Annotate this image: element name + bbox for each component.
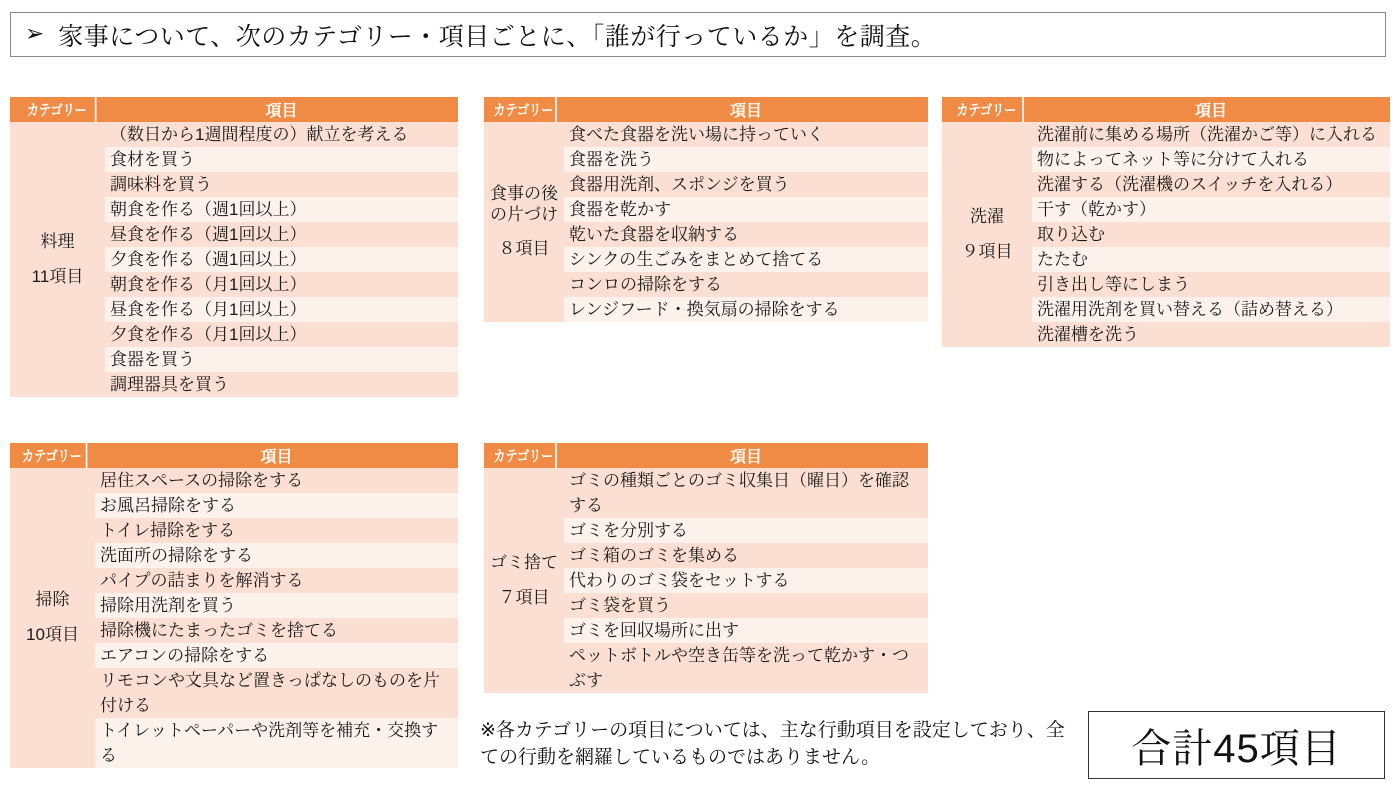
category-cell-cleaning xyxy=(10,468,95,768)
table-row: 昼食を作る（月1回以上） xyxy=(105,297,458,322)
table-row: 食材を買う xyxy=(105,147,458,172)
table-row: コンロの掃除をする xyxy=(564,272,928,297)
table-row: 洗濯する（洗濯機のスイッチを入れる） xyxy=(1032,172,1390,197)
column-header-item: 項目 xyxy=(729,103,762,120)
table-body xyxy=(942,122,1390,347)
category-table-after-meal xyxy=(484,97,928,322)
page-title: 家事について、次のカテゴリー・項目ごとに、「誰が行っているか」を調査。 xyxy=(58,22,937,51)
column-header-category: カテゴリー xyxy=(491,97,557,122)
table-row: トイレ掃除をする xyxy=(95,518,458,543)
category-name: 掃除 xyxy=(35,590,70,610)
column-header-item: 項目 xyxy=(1194,103,1227,120)
table-row: 代わりのゴミ袋をセットする xyxy=(564,568,928,593)
items-column xyxy=(95,468,458,768)
table-row: 物によってネット等に分けて入れる xyxy=(1032,147,1390,172)
page-title-banner xyxy=(10,12,1386,57)
items-column xyxy=(564,468,928,693)
total-items-box xyxy=(1088,711,1385,779)
category-cell-laundry xyxy=(942,122,1032,347)
column-header-item: 項目 xyxy=(260,449,293,466)
column-header-category: カテゴリー xyxy=(19,97,97,122)
table-row: 食べた食器を洗い場に持っていく xyxy=(564,122,928,147)
table-row: 取り込む xyxy=(1032,222,1390,247)
table-row: 掃除用洗剤を買う xyxy=(95,593,458,618)
category-table-cleaning xyxy=(10,443,458,768)
column-header-category: カテゴリー xyxy=(18,443,88,468)
category-name: ゴミ捨て xyxy=(490,552,558,572)
table-header-row xyxy=(484,443,928,468)
table-row: 掃除機にたまったゴミを捨てる xyxy=(95,618,458,643)
column-header-item: 項目 xyxy=(265,103,298,120)
table-header-row xyxy=(10,97,458,122)
table-row: 朝食を作る（月1回以上） xyxy=(105,272,458,297)
category-item-count: ８項目 xyxy=(498,239,550,259)
table-row: 乾いた食器を収納する xyxy=(564,222,928,247)
table-row: 食器用洗剤、スポンジを買う xyxy=(564,172,928,197)
category-name: 食事の後の片づけ xyxy=(490,183,558,224)
table-row: 食器を買う xyxy=(105,347,458,372)
table-row: 夕食を作る（週1回以上） xyxy=(105,247,458,272)
table-row: シンクの生ごみをまとめて捨てる xyxy=(564,247,928,272)
table-row: 朝食を作る（週1回以上） xyxy=(105,197,458,222)
table-row: エアコンの掃除をする xyxy=(95,643,458,668)
category-table-garbage xyxy=(484,443,928,693)
table-row: 夕食を作る（月1回以上） xyxy=(105,322,458,347)
table-row: 引き出し等にしまう xyxy=(1032,272,1390,297)
column-header-category: カテゴリー xyxy=(491,443,557,468)
category-item-count: 10項目 xyxy=(26,625,79,644)
table-row: 洗濯槽を洗う xyxy=(1032,322,1390,347)
table-row: ゴミの種類ごとのゴミ収集日（曜日）を確認する xyxy=(564,468,928,518)
category-cell-garbage xyxy=(484,468,564,693)
table-body xyxy=(10,468,458,768)
table-row: 調味料を買う xyxy=(105,172,458,197)
table-row: （数日から1週間程度の）献立を考える xyxy=(105,122,458,147)
table-row: ゴミ袋を買う xyxy=(564,593,928,618)
category-table-cooking xyxy=(10,97,458,397)
category-item-count: 11項目 xyxy=(31,266,84,286)
table-body xyxy=(484,122,928,322)
table-body xyxy=(484,468,928,693)
table-row: ペットボトルや空き缶等を洗って乾かす・つぶす xyxy=(564,643,928,693)
items-column xyxy=(564,122,928,322)
table-header-row xyxy=(484,97,928,122)
table-row: ゴミを回収場所に出す xyxy=(564,618,928,643)
table-row: トイレットペーパーや洗剤等を補充・交換する xyxy=(95,718,458,768)
category-item-count: ７項目 xyxy=(498,587,550,607)
table-row: ゴミを分別する xyxy=(564,518,928,543)
table-row: お風呂掃除をする xyxy=(95,493,458,518)
table-row: 昼食を作る（週1回以上） xyxy=(105,222,458,247)
items-column xyxy=(105,122,458,397)
total-items-label: 合計45項目 xyxy=(1131,726,1342,771)
table-row: 洗面所の掃除をする xyxy=(95,543,458,568)
table-row: パイプの詰まりを解消する xyxy=(95,568,458,593)
items-column xyxy=(1032,122,1390,347)
table-row: ゴミ箱のゴミを集める xyxy=(564,543,928,568)
table-row: 洗濯前に集める場所（洗濯かご等）に入れる xyxy=(1032,122,1390,147)
table-body xyxy=(10,122,458,397)
footnote-text: ※各カテゴリーの項目については、主な行動項目を設定しており、全ての行動を網羅しているものではありません。 xyxy=(480,720,1065,768)
column-header-item: 項目 xyxy=(729,449,762,466)
table-header-row xyxy=(942,97,1390,122)
table-row: たたむ xyxy=(1032,247,1390,272)
category-cell-cooking xyxy=(10,122,105,397)
category-cell-after-meal xyxy=(484,122,564,322)
table-row: 居住スペースの掃除をする xyxy=(95,468,458,493)
table-row: 干す（乾かす） xyxy=(1032,197,1390,222)
category-name: 料理 xyxy=(40,231,75,251)
table-header-row xyxy=(10,443,458,468)
table-row: 洗濯用洗剤を買い替える（詰め替える） xyxy=(1032,297,1390,322)
table-row: 食器を乾かす xyxy=(564,197,928,222)
category-item-count: ９項目 xyxy=(961,241,1013,261)
category-table-laundry xyxy=(942,97,1390,347)
arrow-bullet-icon: ➢ xyxy=(25,21,45,47)
table-row: リモコンや文具など置きっぱなしのものを片付ける xyxy=(95,668,458,718)
table-row: 調理器具を買う xyxy=(105,372,458,397)
table-row: レンジフード・換気扇の掃除をする xyxy=(564,297,928,322)
table-row: 食器を洗う xyxy=(564,147,928,172)
category-name: 洗濯 xyxy=(970,206,1004,226)
column-header-category: カテゴリー xyxy=(950,97,1024,122)
